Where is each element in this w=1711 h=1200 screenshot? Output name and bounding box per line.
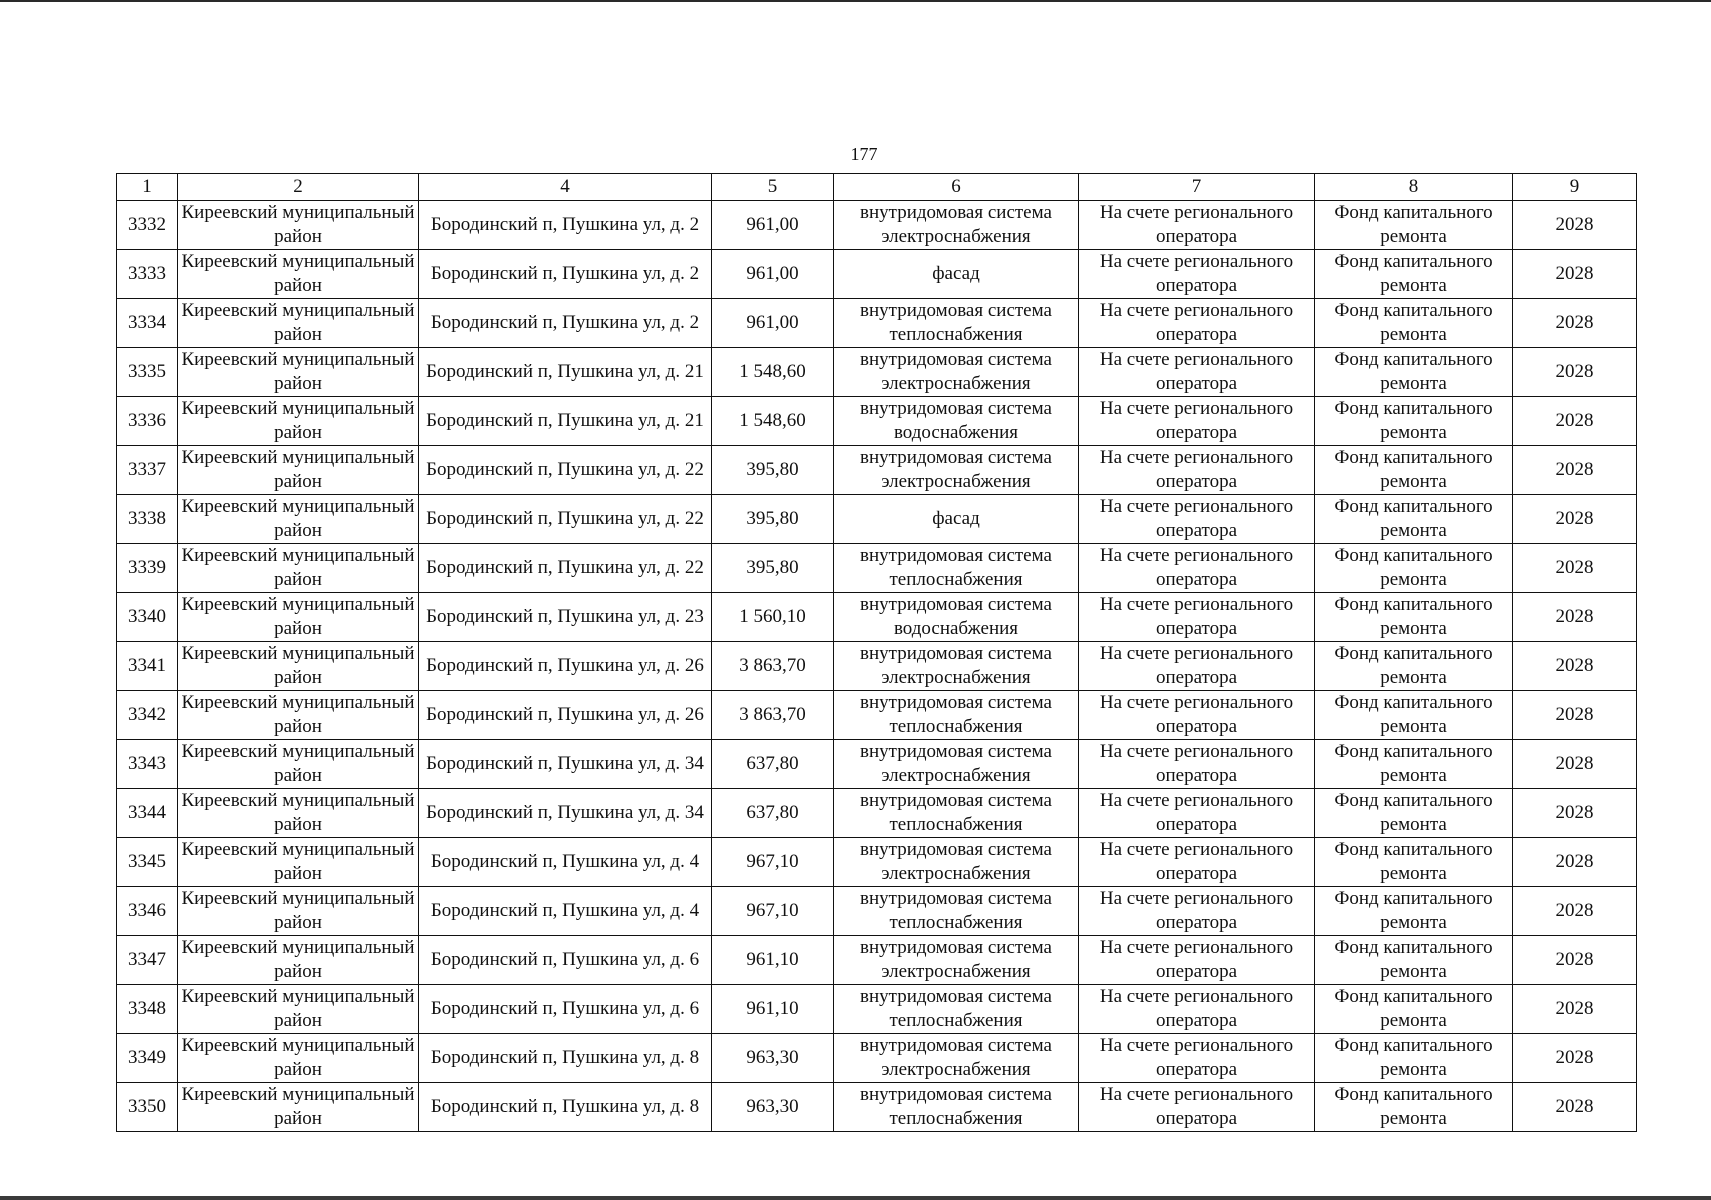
cell-area: 3 863,70: [712, 642, 834, 691]
cell-fund: Фонд капитального ремонта: [1315, 544, 1513, 593]
cell-account: На счете регионального оператора: [1079, 299, 1315, 348]
cell-address: Бородинский п, Пушкина ул, д. 34: [419, 740, 712, 789]
cell-district: Киреевский муниципальный район: [178, 838, 419, 887]
cell-area: 637,80: [712, 740, 834, 789]
cell-fund: Фонд капитального ремонта: [1315, 887, 1513, 936]
table-row: [117, 1034, 1637, 1083]
cell-account: На счете регионального оператора: [1079, 691, 1315, 740]
cell-district: Киреевский муниципальный район: [178, 397, 419, 446]
cell-area: 1 548,60: [712, 348, 834, 397]
cell-work-type: фасад: [834, 250, 1079, 299]
cell-year: 2028: [1513, 201, 1637, 250]
cell-work-type: внутридомовая система теплоснабжения: [834, 985, 1079, 1034]
cell-address: Бородинский п, Пушкина ул, д. 23: [419, 593, 712, 642]
cell-account: На счете регионального оператора: [1079, 740, 1315, 789]
cell-year: 2028: [1513, 985, 1637, 1034]
cell-fund: Фонд капитального ремонта: [1315, 838, 1513, 887]
cell-address: Бородинский п, Пушкина ул, д. 22: [419, 544, 712, 593]
cell-work-type: внутридомовая система теплоснабжения: [834, 789, 1079, 838]
cell-address: Бородинский п, Пушкина ул, д. 34: [419, 789, 712, 838]
cell-work-type: внутридомовая система теплоснабжения: [834, 1083, 1079, 1132]
cell-account: На счете регионального оператора: [1079, 495, 1315, 544]
cell-area: 967,10: [712, 838, 834, 887]
cell-year: 2028: [1513, 593, 1637, 642]
cell-area: 1 560,10: [712, 593, 834, 642]
table-row: [117, 887, 1637, 936]
cell-district: Киреевский муниципальный район: [178, 593, 419, 642]
cell-address: Бородинский п, Пушкина ул, д. 8: [419, 1083, 712, 1132]
cell-number: 3337: [117, 446, 178, 495]
cell-area: 961,00: [712, 299, 834, 348]
cell-fund: Фонд капитального ремонта: [1315, 985, 1513, 1034]
cell-account: На счете регионального оператора: [1079, 838, 1315, 887]
cell-account: На счете регионального оператора: [1079, 397, 1315, 446]
capital-repair-table: [116, 173, 1637, 1132]
cell-district: Киреевский муниципальный район: [178, 985, 419, 1034]
cell-area: 963,30: [712, 1034, 834, 1083]
cell-account: На счете регионального оператора: [1079, 544, 1315, 593]
cell-fund: Фонд капитального ремонта: [1315, 495, 1513, 544]
cell-fund: Фонд капитального ремонта: [1315, 789, 1513, 838]
cell-year: 2028: [1513, 740, 1637, 789]
cell-district: Киреевский муниципальный район: [178, 544, 419, 593]
cell-work-type: внутридомовая система электроснабжения: [834, 201, 1079, 250]
cell-address: Бородинский п, Пушкина ул, д. 21: [419, 348, 712, 397]
cell-district: Киреевский муниципальный район: [178, 446, 419, 495]
column-header: 7: [1079, 174, 1315, 201]
cell-district: Киреевский муниципальный район: [178, 789, 419, 838]
table-row: [117, 348, 1637, 397]
cell-fund: Фонд капитального ремонта: [1315, 299, 1513, 348]
cell-area: 961,10: [712, 936, 834, 985]
column-header: 1: [117, 174, 178, 201]
cell-number: 3346: [117, 887, 178, 936]
cell-year: 2028: [1513, 397, 1637, 446]
cell-fund: Фонд капитального ремонта: [1315, 446, 1513, 495]
column-header: 9: [1513, 174, 1637, 201]
cell-account: На счете регионального оператора: [1079, 985, 1315, 1034]
cell-area: 963,30: [712, 1083, 834, 1132]
cell-address: Бородинский п, Пушкина ул, д. 6: [419, 985, 712, 1034]
cell-year: 2028: [1513, 838, 1637, 887]
cell-year: 2028: [1513, 1083, 1637, 1132]
table-row: [117, 593, 1637, 642]
cell-area: 967,10: [712, 887, 834, 936]
cell-year: 2028: [1513, 691, 1637, 740]
cell-work-type: внутридомовая система электроснабжения: [834, 446, 1079, 495]
cell-account: На счете регионального оператора: [1079, 201, 1315, 250]
scan-edge-bottom: [0, 1196, 1711, 1200]
cell-year: 2028: [1513, 250, 1637, 299]
cell-work-type: внутридомовая система электроснабжения: [834, 740, 1079, 789]
cell-district: Киреевский муниципальный район: [178, 1083, 419, 1132]
column-header: 4: [419, 174, 712, 201]
cell-year: 2028: [1513, 299, 1637, 348]
cell-year: 2028: [1513, 642, 1637, 691]
cell-address: Бородинский п, Пушкина ул, д. 2: [419, 201, 712, 250]
cell-work-type: внутридомовая система теплоснабжения: [834, 299, 1079, 348]
cell-address: Бородинский п, Пушкина ул, д. 4: [419, 887, 712, 936]
cell-address: Бородинский п, Пушкина ул, д. 22: [419, 446, 712, 495]
page-number: 177: [850, 144, 878, 164]
cell-account: На счете регионального оператора: [1079, 789, 1315, 838]
table-row: [117, 250, 1637, 299]
cell-number: 3333: [117, 250, 178, 299]
cell-work-type: внутридомовая система электроснабжения: [834, 642, 1079, 691]
cell-number: 3339: [117, 544, 178, 593]
cell-work-type: внутридомовая система водоснабжения: [834, 593, 1079, 642]
cell-number: 3342: [117, 691, 178, 740]
cell-district: Киреевский муниципальный район: [178, 1034, 419, 1083]
table-row: [117, 1083, 1637, 1132]
cell-account: На счете регионального оператора: [1079, 446, 1315, 495]
cell-fund: Фонд капитального ремонта: [1315, 936, 1513, 985]
cell-year: 2028: [1513, 789, 1637, 838]
column-header: 6: [834, 174, 1079, 201]
cell-area: 961,00: [712, 201, 834, 250]
cell-number: 3336: [117, 397, 178, 446]
table-row: [117, 985, 1637, 1034]
cell-address: Бородинский п, Пушкина ул, д. 26: [419, 691, 712, 740]
cell-district: Киреевский муниципальный район: [178, 348, 419, 397]
cell-work-type: внутридомовая система электроснабжения: [834, 936, 1079, 985]
column-header: 8: [1315, 174, 1513, 201]
cell-address: Бородинский п, Пушкина ул, д. 26: [419, 642, 712, 691]
table-row: [117, 544, 1637, 593]
scan-edge-top: [0, 0, 1711, 2]
cell-number: 3332: [117, 201, 178, 250]
table-row: [117, 740, 1637, 789]
cell-area: 1 548,60: [712, 397, 834, 446]
cell-number: 3349: [117, 1034, 178, 1083]
cell-area: 395,80: [712, 446, 834, 495]
cell-work-type: внутридомовая система водоснабжения: [834, 397, 1079, 446]
table-row: [117, 397, 1637, 446]
cell-number: 3335: [117, 348, 178, 397]
cell-year: 2028: [1513, 1034, 1637, 1083]
cell-number: 3334: [117, 299, 178, 348]
cell-account: На счете регионального оператора: [1079, 936, 1315, 985]
cell-area: 961,00: [712, 250, 834, 299]
cell-fund: Фонд капитального ремонта: [1315, 593, 1513, 642]
cell-year: 2028: [1513, 348, 1637, 397]
table-row: [117, 495, 1637, 544]
cell-district: Киреевский муниципальный район: [178, 740, 419, 789]
cell-district: Киреевский муниципальный район: [178, 936, 419, 985]
cell-address: Бородинский п, Пушкина ул, д. 2: [419, 250, 712, 299]
cell-district: Киреевский муниципальный район: [178, 887, 419, 936]
table-row: [117, 299, 1637, 348]
cell-area: 961,10: [712, 985, 834, 1034]
column-header: 2: [178, 174, 419, 201]
cell-work-type: внутридомовая система теплоснабжения: [834, 544, 1079, 593]
cell-number: 3343: [117, 740, 178, 789]
table-row: [117, 789, 1637, 838]
cell-district: Киреевский муниципальный район: [178, 299, 419, 348]
cell-address: Бородинский п, Пушкина ул, д. 6: [419, 936, 712, 985]
cell-district: Киреевский муниципальный район: [178, 642, 419, 691]
table-header: [117, 174, 1637, 201]
cell-fund: Фонд капитального ремонта: [1315, 740, 1513, 789]
cell-year: 2028: [1513, 936, 1637, 985]
cell-fund: Фонд капитального ремонта: [1315, 1034, 1513, 1083]
cell-district: Киреевский муниципальный район: [178, 691, 419, 740]
cell-number: 3341: [117, 642, 178, 691]
cell-district: Киреевский муниципальный район: [178, 495, 419, 544]
header-row: [117, 174, 1637, 201]
cell-address: Бородинский п, Пушкина ул, д. 2: [419, 299, 712, 348]
cell-address: Бородинский п, Пушкина ул, д. 8: [419, 1034, 712, 1083]
cell-fund: Фонд капитального ремонта: [1315, 250, 1513, 299]
cell-account: На счете регионального оператора: [1079, 642, 1315, 691]
cell-work-type: внутридомовая система электроснабжения: [834, 838, 1079, 887]
cell-work-type: внутридомовая система электроснабжения: [834, 348, 1079, 397]
cell-fund: Фонд капитального ремонта: [1315, 1083, 1513, 1132]
cell-work-type: внутридомовая система теплоснабжения: [834, 691, 1079, 740]
cell-number: 3348: [117, 985, 178, 1034]
cell-year: 2028: [1513, 887, 1637, 936]
cell-number: 3347: [117, 936, 178, 985]
table-row: [117, 446, 1637, 495]
cell-address: Бородинский п, Пушкина ул, д. 22: [419, 495, 712, 544]
cell-account: На счете регионального оператора: [1079, 593, 1315, 642]
cell-address: Бородинский п, Пушкина ул, д. 4: [419, 838, 712, 887]
cell-district: Киреевский муниципальный район: [178, 250, 419, 299]
cell-number: 3338: [117, 495, 178, 544]
cell-account: На счете регионального оператора: [1079, 348, 1315, 397]
cell-fund: Фонд капитального ремонта: [1315, 691, 1513, 740]
table-row: [117, 936, 1637, 985]
cell-number: 3340: [117, 593, 178, 642]
cell-number: 3344: [117, 789, 178, 838]
cell-area: 637,80: [712, 789, 834, 838]
table-row: [117, 691, 1637, 740]
table-row: [117, 838, 1637, 887]
table-body: [117, 201, 1637, 1132]
column-header: 5: [712, 174, 834, 201]
cell-account: На счете регионального оператора: [1079, 250, 1315, 299]
cell-area: 395,80: [712, 544, 834, 593]
cell-fund: Фонд капитального ремонта: [1315, 201, 1513, 250]
cell-account: На счете регионального оператора: [1079, 887, 1315, 936]
cell-account: На счете регионального оператора: [1079, 1083, 1315, 1132]
cell-fund: Фонд капитального ремонта: [1315, 642, 1513, 691]
cell-work-type: фасад: [834, 495, 1079, 544]
cell-address: Бородинский п, Пушкина ул, д. 21: [419, 397, 712, 446]
cell-work-type: внутридомовая система электроснабжения: [834, 1034, 1079, 1083]
table-row: [117, 642, 1637, 691]
cell-area: 395,80: [712, 495, 834, 544]
cell-fund: Фонд капитального ремонта: [1315, 348, 1513, 397]
cell-fund: Фонд капитального ремонта: [1315, 397, 1513, 446]
cell-year: 2028: [1513, 495, 1637, 544]
cell-area: 3 863,70: [712, 691, 834, 740]
cell-work-type: внутридомовая система теплоснабжения: [834, 887, 1079, 936]
cell-number: 3345: [117, 838, 178, 887]
table-row: [117, 201, 1637, 250]
cell-number: 3350: [117, 1083, 178, 1132]
cell-year: 2028: [1513, 446, 1637, 495]
cell-year: 2028: [1513, 544, 1637, 593]
cell-district: Киреевский муниципальный район: [178, 201, 419, 250]
cell-account: На счете регионального оператора: [1079, 1034, 1315, 1083]
